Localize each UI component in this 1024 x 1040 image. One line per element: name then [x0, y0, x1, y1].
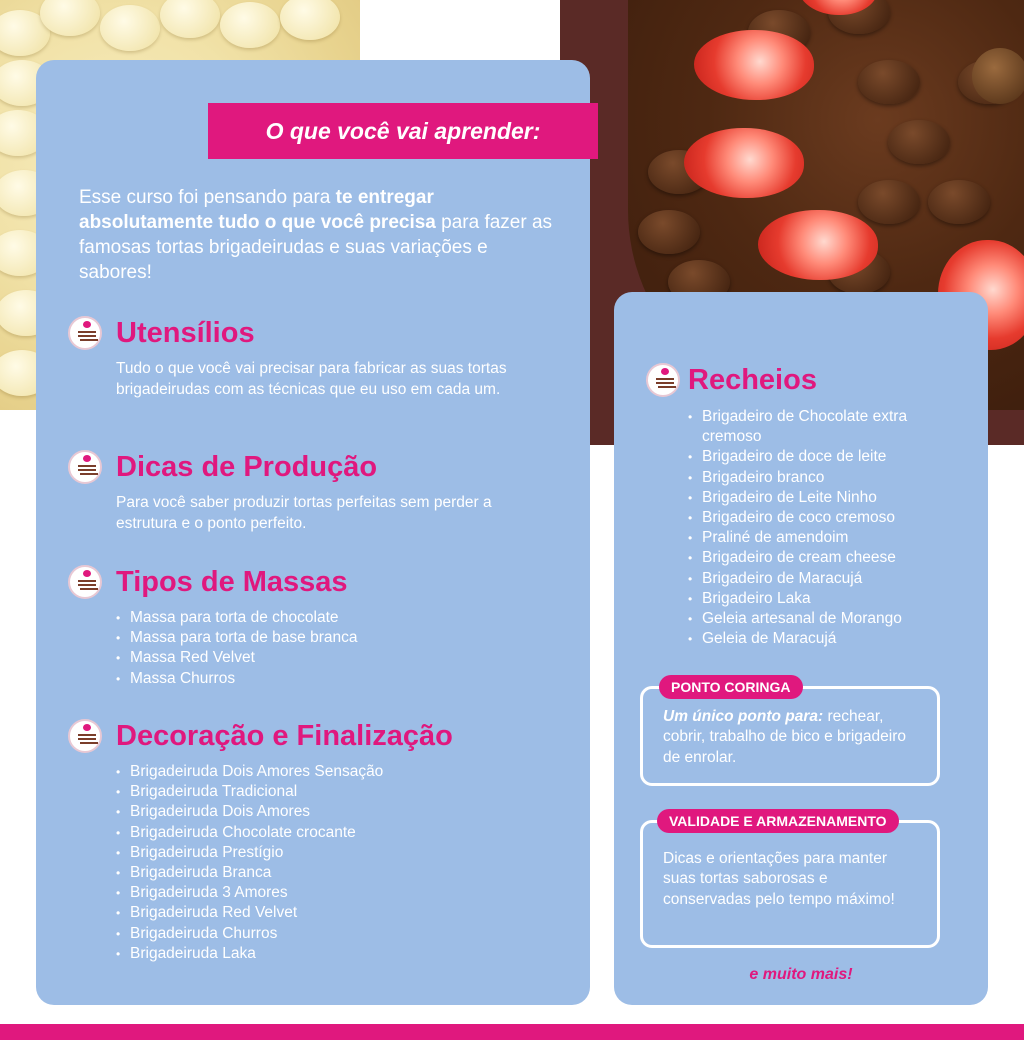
section-title: Tipos de Massas: [116, 565, 348, 598]
list-item: • Brigadeiruda Branca: [116, 863, 538, 883]
list-item: • Massa para torta de base branca: [116, 628, 538, 648]
intro-text: [79, 185, 559, 285]
list-item: • Brigadeiruda 3 Amores: [116, 883, 538, 903]
ponto-coringa-badge: PONTO CORINGA: [659, 675, 803, 699]
list-item: • Brigadeiruda Dois Amores: [116, 802, 538, 822]
validade-box: [640, 813, 940, 948]
list-item: • Brigadeiruda Dois Amores Sensação: [116, 762, 538, 782]
section-massas: [68, 562, 538, 689]
list-item: • Brigadeiro branco: [688, 468, 966, 488]
list-item: • Praliné de amendoim: [688, 528, 966, 548]
ponto-coringa-bold: Um único ponto para:: [663, 708, 824, 725]
validade-text: Dicas e orientações para manter suas tortas saborosas e conservadas pelo tempo máximo!: [663, 850, 895, 908]
ponto-coringa-rest: rechear, cobrir, trabalho de bico e brigadeiro de enrolar.: [663, 708, 906, 766]
intro-part1: Esse curso foi pensando para: [79, 187, 336, 208]
section-description: Para você saber produzir tortas perfeitas sem perder a estrutura e o ponto perfeito.: [116, 494, 492, 532]
section-dicas: [68, 447, 538, 534]
learn-banner: O que você vai aprender:: [208, 103, 598, 159]
list-item: • Brigadeiruda Churros: [116, 924, 538, 944]
section-title: Utensílios: [116, 316, 255, 349]
list-item: • Brigadeiruda Chocolate crocante: [116, 823, 538, 843]
ponto-coringa-text: [663, 707, 925, 768]
list-item: • Brigadeiro de Leite Ninho: [688, 488, 966, 508]
validade-badge: VALIDADE E ARMAZENAMENTO: [657, 809, 899, 833]
list-item: • Brigadeiruda Laka: [116, 944, 538, 964]
list-item: • Brigadeiruda Prestígio: [116, 843, 538, 863]
section-title: Dicas de Produção: [116, 450, 378, 483]
list-item: • Geleia de Maracujá: [688, 629, 966, 649]
list-item: • Brigadeiro Laka: [688, 589, 966, 609]
brand-logo-icon: [68, 719, 102, 753]
brand-logo-icon: [646, 363, 680, 397]
list-item: • Massa para torta de chocolate: [116, 608, 538, 628]
list-item: • Brigadeiruda Tradicional: [116, 782, 538, 802]
list-item: • Brigadeiro de cream cheese: [688, 548, 966, 568]
section-title: Recheios: [688, 363, 817, 396]
massas-list: [116, 608, 538, 689]
decoracao-list: [116, 762, 538, 964]
section-title: Decoração e Finalização: [116, 719, 453, 752]
list-item: • Brigadeiruda Red Velvet: [116, 903, 538, 923]
list-item: • Brigadeiro de Chocolate extra cremoso: [688, 407, 966, 447]
brand-logo-icon: [68, 565, 102, 599]
recheios-list: [688, 407, 966, 649]
section-decoracao: [68, 716, 538, 964]
list-item: • Geleia artesanal de Morango: [688, 609, 966, 629]
list-item: • Massa Churros: [116, 669, 538, 689]
brand-logo-icon: [68, 316, 102, 350]
list-item: • Brigadeiro de coco cremoso: [688, 508, 966, 528]
list-item: • Brigadeiro de doce de leite: [688, 447, 966, 467]
bottom-bar: [0, 1024, 1024, 1040]
list-item: • Brigadeiro de Maracujá: [688, 569, 966, 589]
ponto-coringa-box: [640, 679, 940, 786]
more-text: e muito mais!: [749, 966, 853, 983]
section-recheios: [646, 360, 966, 649]
section-description: Tudo o que você vai precisar para fabricar as suas tortas brigadeirudas com as técnicas que eu uso em cada um.: [116, 360, 507, 398]
intro-bold: te entregar absolutamente tudo o que você precisa: [79, 187, 436, 233]
intro-part2: para fazer as famosas tortas brigadeirudas e suas variações e sabores!: [79, 212, 553, 283]
list-item: • Massa Red Velvet: [116, 648, 538, 668]
section-utensilios: [68, 313, 538, 400]
brand-logo-icon: [68, 450, 102, 484]
